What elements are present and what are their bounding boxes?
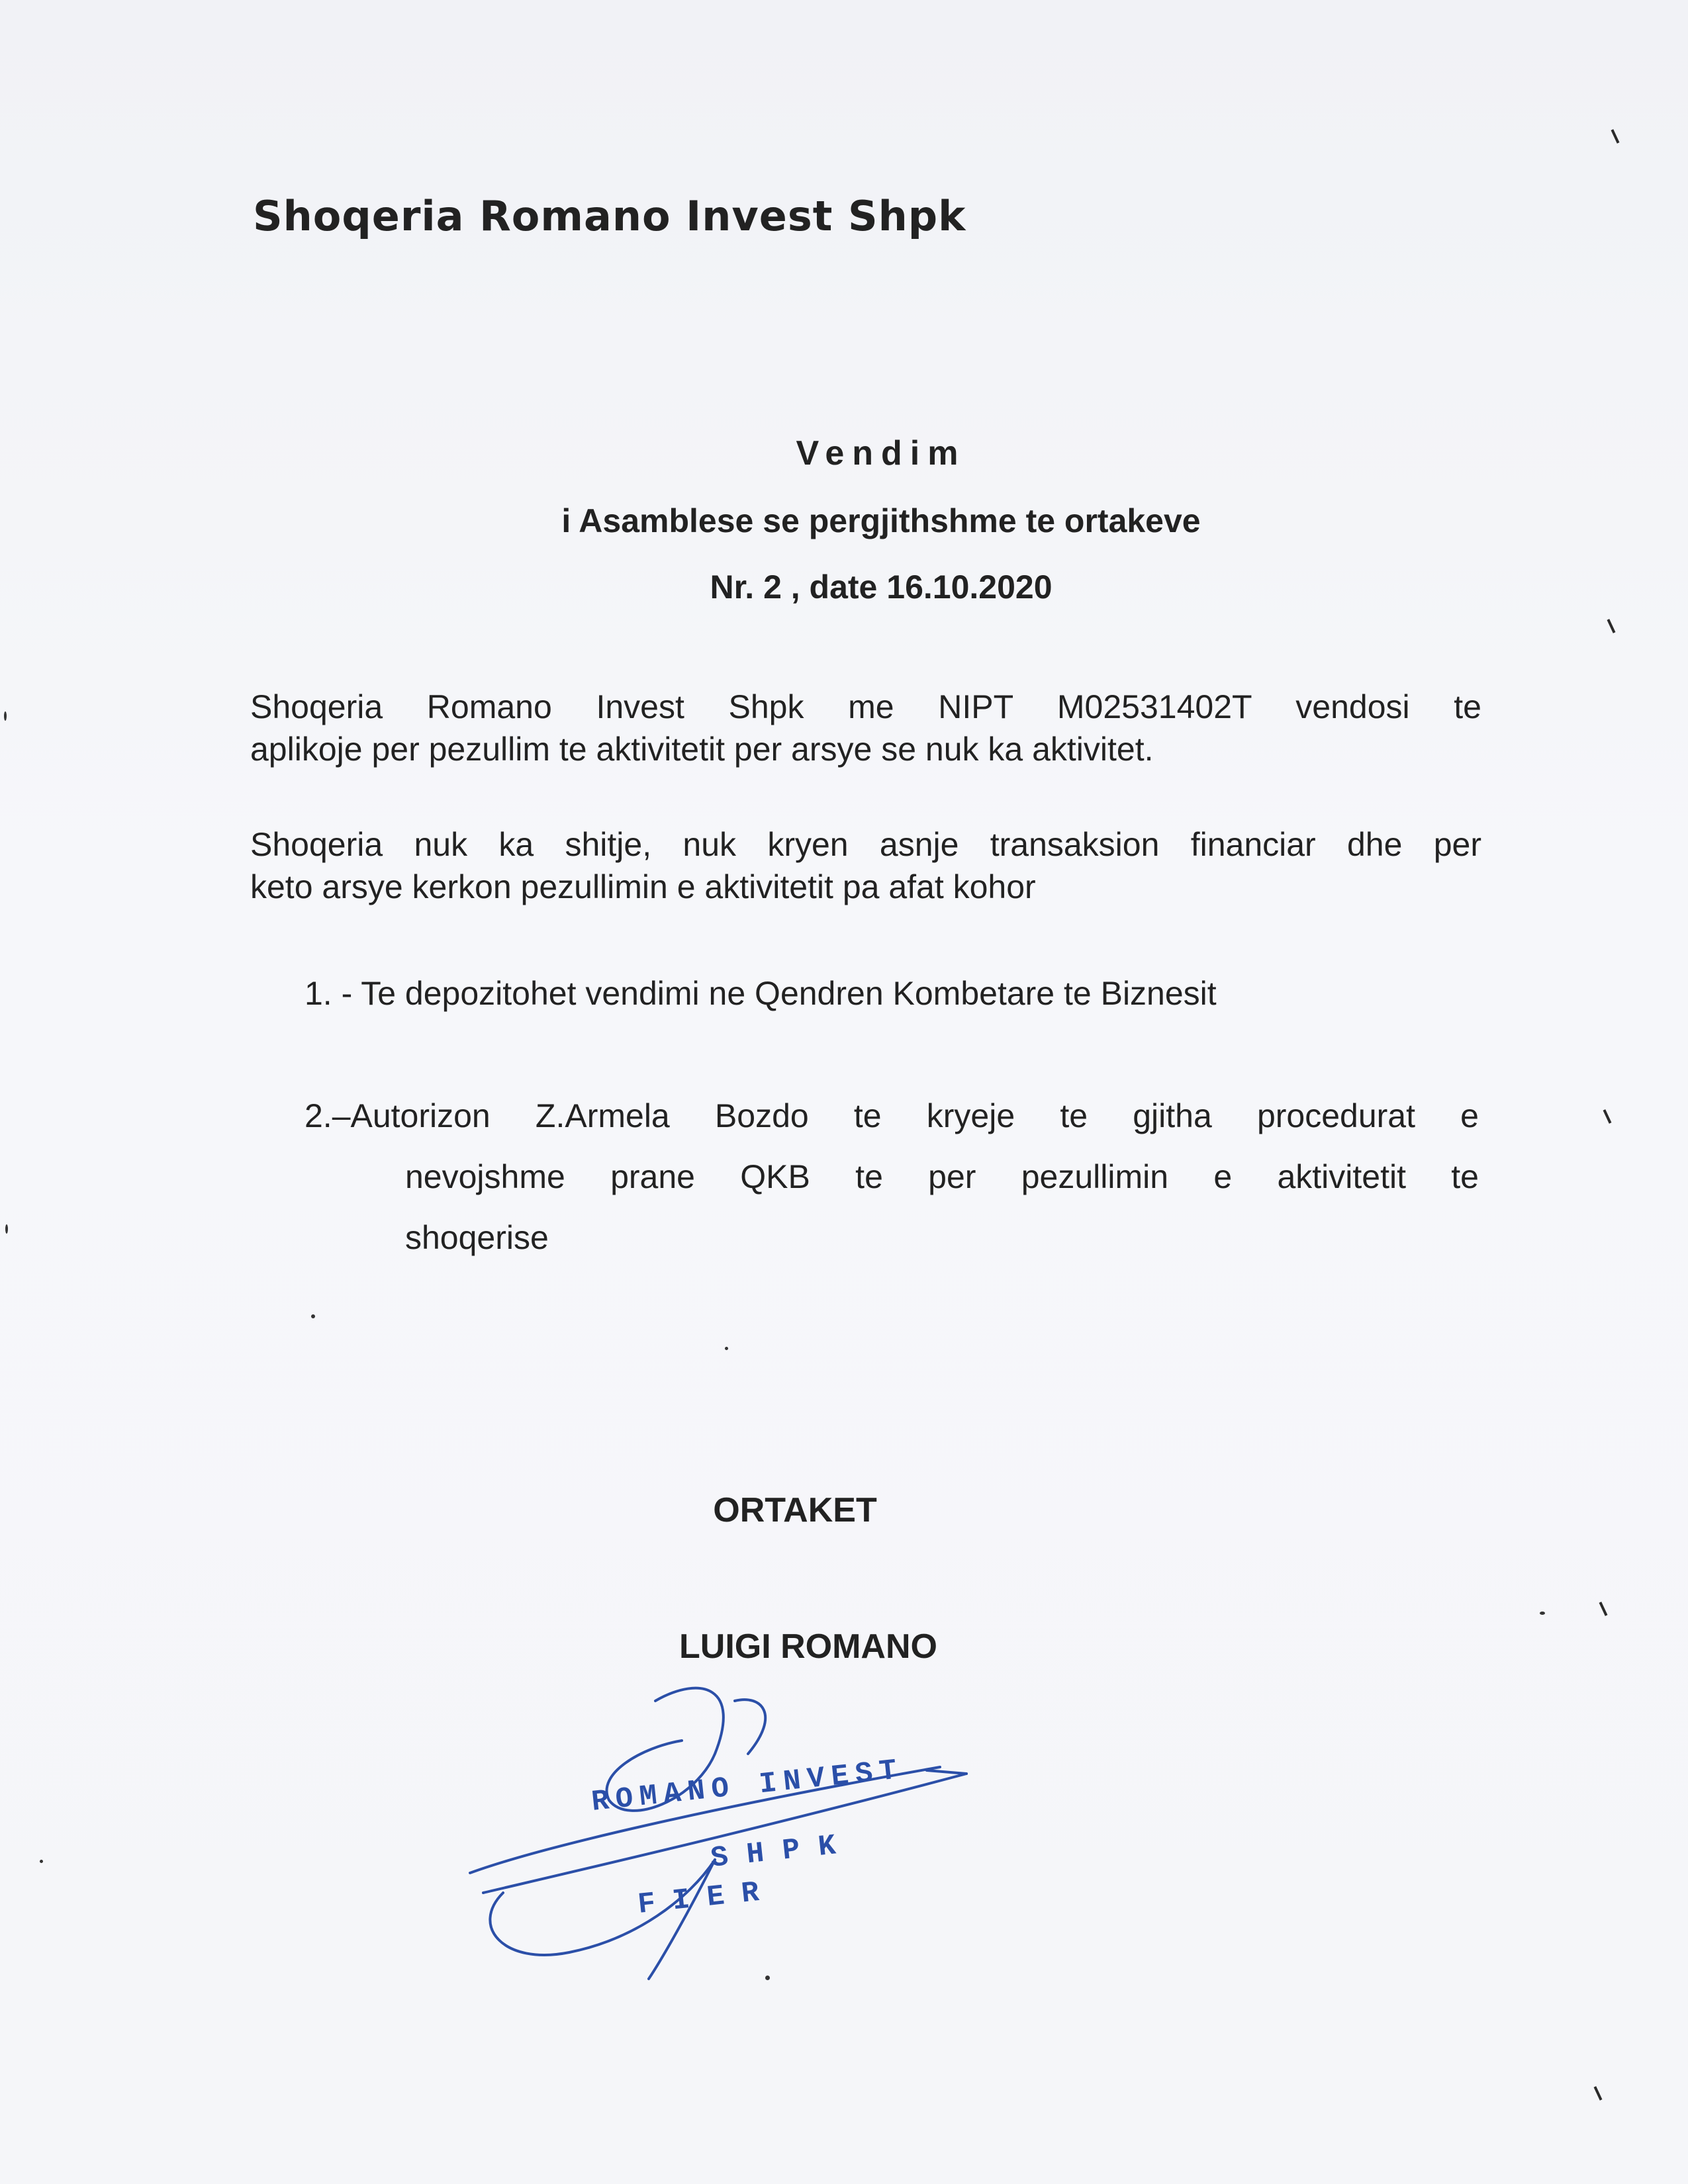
scan-mark xyxy=(1603,1109,1612,1124)
stamp-signature-graphic xyxy=(463,1674,1006,1985)
list-item-1: 1. - Te depozitohet vendimi ne Qendren Kombetare te Biznesit xyxy=(305,975,1217,1012)
handwritten-signature xyxy=(470,1688,966,1979)
decision-title: Vendim xyxy=(796,434,966,473)
stamp-text xyxy=(590,1754,905,1922)
scan-speck xyxy=(4,711,7,721)
paragraph-1-line: Shoqeria Romano Invest Shpk me NIPT M02531402T vendosi te xyxy=(250,688,1481,725)
paragraph-2-line: Shoqeria nuk ka shitje, nuk kryen asnje transaksion financiar dhe per xyxy=(250,826,1481,863)
svg-text:ROMANO INVEST: ROMANO INVEST xyxy=(590,1753,906,1819)
partners-heading: ORTAKET xyxy=(713,1491,877,1529)
svg-text:SHPK: SHPK xyxy=(709,1827,856,1876)
list-item-2-line: shoqerise xyxy=(405,1219,549,1256)
scan-speck xyxy=(765,1976,770,1980)
paragraph-2 xyxy=(250,823,1481,908)
decision-subtitle: i Asamblese se pergjithshme te ortakeve xyxy=(561,502,1201,539)
company-header: Shoqeria Romano Invest Shpk xyxy=(253,192,966,240)
paragraph-2-line: keto arsye kerkon pezullimin e aktivitetit pa afat kohor xyxy=(250,868,1036,905)
scan-mark xyxy=(1611,129,1620,144)
scan-mark xyxy=(1599,1602,1608,1616)
partner-name: LUIGI ROMANO xyxy=(679,1627,937,1666)
scan-mark xyxy=(1607,619,1616,633)
scan-speck xyxy=(1540,1612,1545,1615)
list-item-2 xyxy=(305,1085,1479,1268)
scan-speck xyxy=(725,1347,728,1350)
paragraph-1-line: aplikoje per pezullim te aktivitetit per arsye se nuk ka aktivitet. xyxy=(250,731,1154,768)
list-item-2-line: nevojshme prane QKB te per pezullimin e aktivitetit te xyxy=(405,1158,1479,1195)
decision-number: Nr. 2 , date 16.10.2020 xyxy=(710,569,1053,606)
company-stamp-and-signature xyxy=(463,1674,1006,1985)
scan-speck xyxy=(311,1314,315,1318)
scan-speck xyxy=(5,1224,8,1234)
list-item-2-line: 2.–Autorizon Z.Armela Bozdo te kryeje te gjitha procedurat e xyxy=(305,1097,1479,1134)
svg-text:FIER: FIER xyxy=(636,1874,778,1922)
scan-speck xyxy=(40,1860,43,1863)
paragraph-1 xyxy=(250,686,1481,770)
scan-mark xyxy=(1594,2086,1603,2101)
